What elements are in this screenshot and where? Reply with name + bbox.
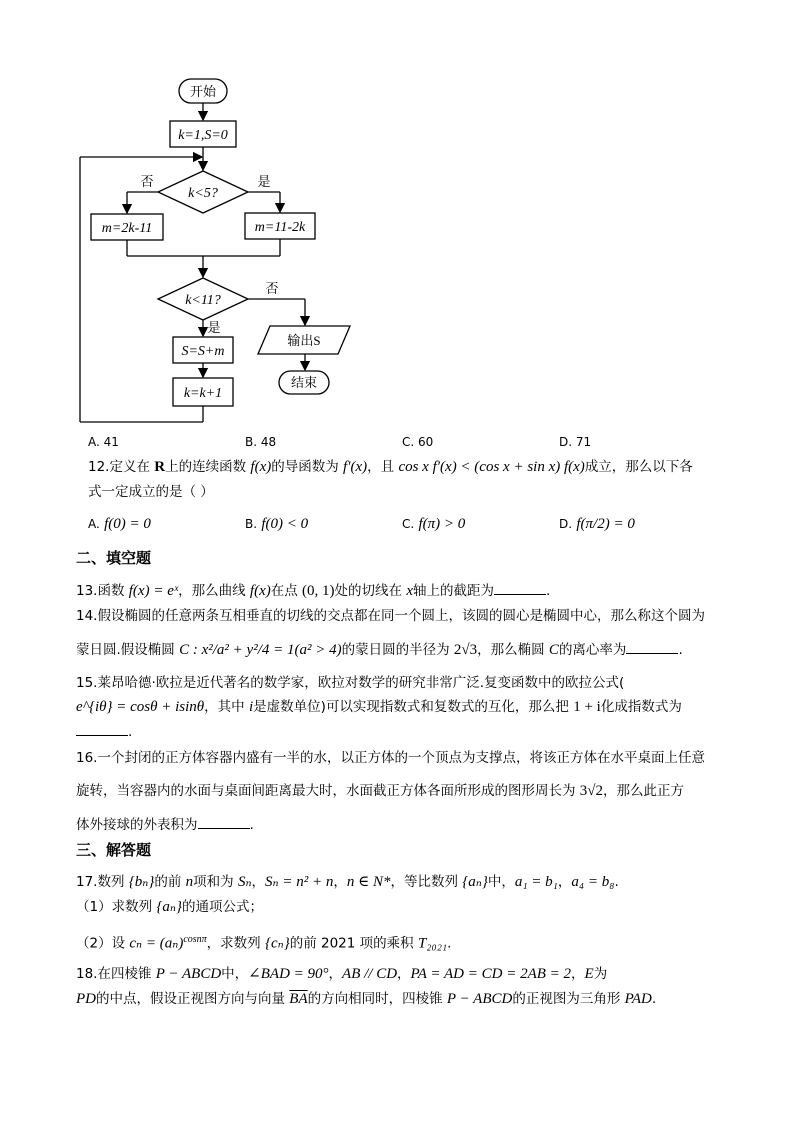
- q16-line2: 旋转，当容器内的水面与桌面间距离最大时，水面截正方体各面所形成的图形周长为 3√2，那么此正方: [76, 783, 685, 799]
- answer-blank: [494, 582, 546, 595]
- q12-option-c: C. f(π) > 0: [402, 516, 466, 532]
- cond1-no-label: 否: [140, 174, 154, 189]
- q11-option-d: D. 71: [559, 435, 592, 449]
- q15-line1: 15.莱昂哈德·欧拉是近代著名的数学家，欧拉对数学的研究非常广泛.复变函数中的欧拉公式(: [76, 675, 625, 691]
- cond2-no-label: 否: [265, 281, 279, 296]
- section-solutions: 三、解答题: [76, 841, 152, 859]
- start-label: 开始: [189, 84, 217, 99]
- init-label: k=1,S=0: [178, 128, 228, 143]
- cond1-label: k<5?: [188, 186, 218, 201]
- output-label: 输出S: [287, 333, 321, 348]
- q11-option-b: B. 48: [245, 435, 277, 449]
- step2-label: k=k+1: [183, 386, 223, 401]
- q16-line3: 体外接球的外表积为 .: [76, 817, 254, 833]
- q12-option-d: D. f(π/2) = 0: [559, 516, 635, 532]
- q16-line1: 16.一个封闭的正方体容器内盛有一半的水，以正方体的一个顶点为支撑点，将该正方体在水平桌面上任意: [76, 750, 705, 766]
- q17-line1: 17.数列 {bₙ}的前 n项和为 Sₙ，Sₙ = n² + n，n ∈ N*，等比数列 {aₙ}中，a₁ = b₁，a₄ = b₈.: [76, 874, 619, 890]
- q15-line3: .: [76, 722, 132, 742]
- q11-option-a: A. 41: [88, 435, 119, 449]
- flowchart: [0, 0, 420, 430]
- branch-yes-label: m=11-2k: [254, 220, 306, 235]
- q18-line2: PD的中点，假设正视图方向与向量 $\overline{BA}$的方向相同时，四棱锥 P − ABCD的正视图为三角形 PAD.: [76, 991, 657, 1007]
- q17-part2: （2）设 $c_n = (a_n)^{cosn\pi}$，求数列 {cₙ}的前 2021 项的乘积 T₂₀₂₁.: [76, 934, 452, 952]
- end-label: 结束: [290, 375, 318, 390]
- answer-blank: [198, 816, 250, 829]
- q18-line1: 18.在四棱锥 P − ABCD中，∠BAD = 90°，AB // CD，PA = AD = CD = 2AB = 2，E为: [76, 966, 608, 982]
- q15-line2: e^{iθ} = cosθ + isinθ，其中 i是虚数单位)可以实现指数式和复数式的互化，那么把 1 + i化成指数式为: [76, 699, 682, 715]
- q12-line1: 12.定义在 R上的连续函数 f(x)的导函数为 f′(x)，且 cos x f′(x) < (cos x + sin x) f(x)成立，那么以下各: [88, 459, 693, 475]
- q14-line1: 14.假设椭圆的任意两条互相垂直的切线的交点都在同一个圆上，该圆的圆心是椭圆中心，那么称这个圆为: [76, 608, 705, 624]
- q13: 13.函数 f(x) = eˣ，那么曲线 f(x)在点 (0, 1)处的切线在 x轴上的截距为 .: [76, 583, 551, 599]
- q12-option-b: B. f(0) < 0: [245, 516, 309, 532]
- branch-no-label: m=2k-11: [101, 221, 153, 236]
- answer-blank: [76, 723, 128, 736]
- cond1-yes-label: 是: [257, 174, 271, 189]
- answer-blank: [626, 641, 678, 654]
- q12-line2: 式一定成立的是（ ）: [88, 484, 214, 500]
- q11-option-c: C. 60: [402, 435, 434, 449]
- q14-line2: 蒙日圆.假设椭圆 C : x²/a² + y²/4 = 1(a² > 4)的蒙日圆的半径为 2√3，那么椭圆 C的离心率为 .: [76, 642, 683, 658]
- q17-part1: （1）求数列 {aₙ}的通项公式；: [76, 899, 263, 915]
- cond2-yes-label: 是: [207, 320, 221, 335]
- step1-label: S=S+m: [181, 344, 225, 359]
- section-fill-in: 二、填空题: [76, 549, 152, 567]
- q12-option-a: A. f(0) = 0: [88, 516, 151, 532]
- cond2-label: k<11?: [185, 293, 221, 308]
